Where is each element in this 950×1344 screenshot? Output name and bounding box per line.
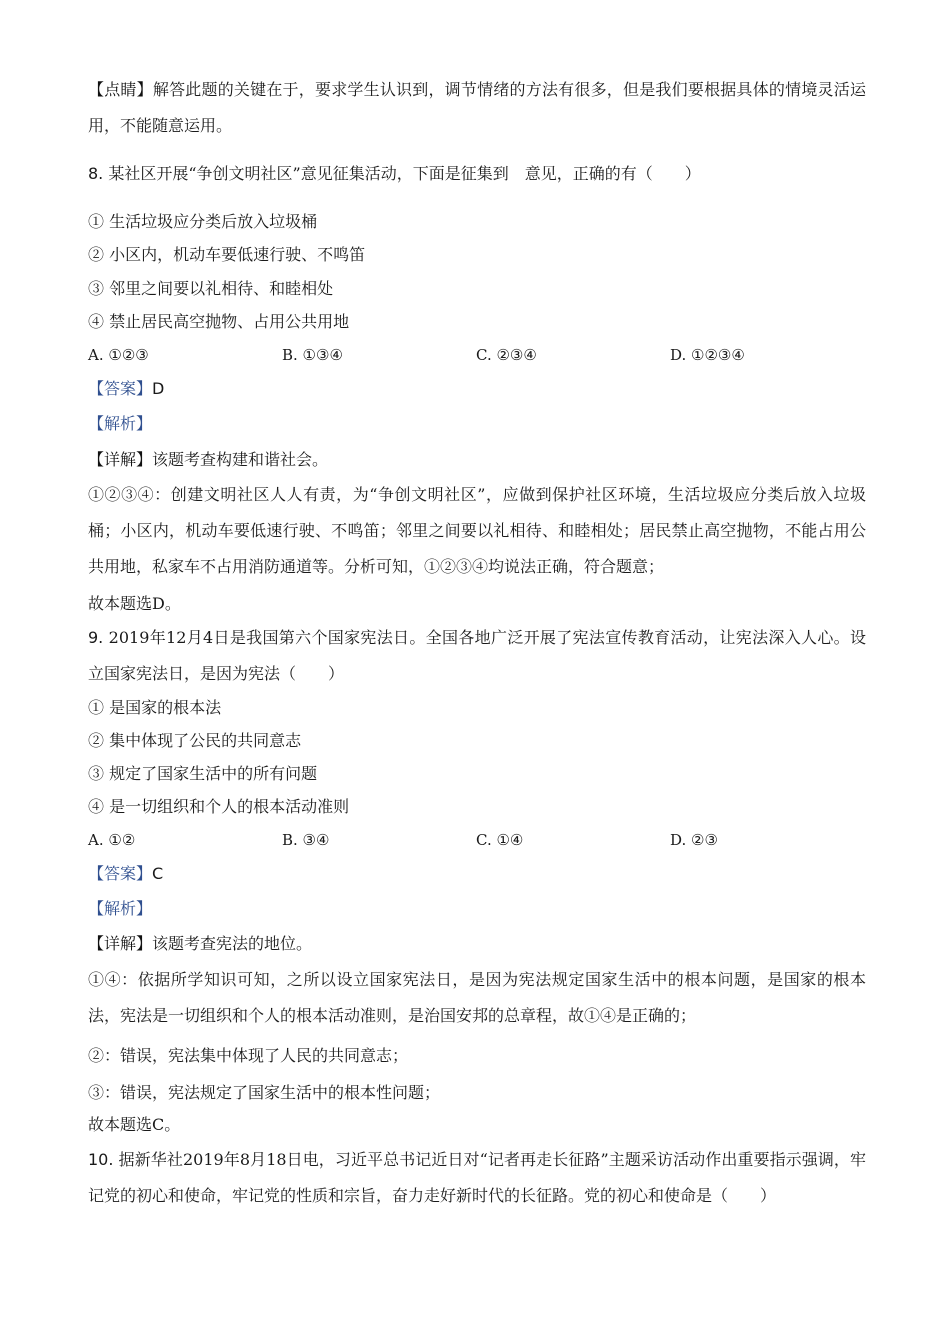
q9-explanation-3: ③：错误，宪法规定了国家生活中的根本性问题； <box>88 1083 441 1102</box>
q8-item-3: ③ 邻里之间要以礼相待、和睦相处 <box>88 279 334 298</box>
q9-number: 9. <box>88 628 104 647</box>
q9-stem-text: 2019年12月4日是我国第六个国家宪法日。全国各地广泛开展了宪法宣传教育活动，让宪法深入人心。设立国家宪法日，是因为宪法（ ） <box>88 628 866 683</box>
q9-item-1: ① 是国家的根本法 <box>88 698 222 717</box>
dianjing-paragraph <box>88 72 866 144</box>
q9-option-c: C. ①④ <box>476 831 524 849</box>
q10-stem <box>88 1142 866 1214</box>
q9-item-2: ② 集中体现了公民的共同意志 <box>88 731 302 750</box>
q9-stem <box>88 620 866 692</box>
q9-item-4: ④ 是一切组织和个人的根本活动准则 <box>88 797 350 816</box>
q9-explanation-2: ②：错误，宪法集中体现了人民的共同意志； <box>88 1046 409 1065</box>
q8-detail-label: 【详解】 <box>88 450 153 469</box>
q8-analysis-label: 【解析】 <box>88 414 153 433</box>
q8-options <box>88 344 868 366</box>
q8-detail <box>88 449 328 471</box>
q9-answer <box>88 863 163 885</box>
q9-options <box>88 829 868 851</box>
q10-number: 10. <box>88 1150 114 1169</box>
q8-option-d: D. ①②③④ <box>670 346 745 364</box>
q9-explanation-1: ①④：依据所学知识可知，之所以设立国家宪法日，是因为宪法规定国家生活中的根本问题，是国家的根本法，宪法是一切组织和个人的根本活动准则，是治国安邦的总章程，故①④是正确的； <box>88 970 866 1025</box>
q9-detail-label: 【详解】 <box>88 934 153 953</box>
q8-item-2: ② 小区内，机动车要低速行驶、不鸣笛 <box>88 245 366 264</box>
q8-stem-text: 某社区开展“争创文明社区”意见征集活动，下面是征集到 意见，正确的有（ ） <box>108 164 701 183</box>
q8-answer <box>88 378 164 400</box>
q9-analysis-label: 【解析】 <box>88 899 153 918</box>
q8-answer-value: D <box>152 379 165 398</box>
q9-detail-intro: 该题考查宪法的地位。 <box>152 934 313 953</box>
q10-stem-text: 据新华社2019年8月18日电，习近平总书记近日对“记者再走长征路”主题采访活动作出重要指示强调，牢记党的初心和使命，牢记党的性质和宗旨，奋力走好新时代的长征路。党的初心和使命是（ ） <box>88 1150 866 1205</box>
q9-option-a: A. ①② <box>88 831 136 849</box>
q8-option-b: B. ①③④ <box>282 346 343 364</box>
q8-item-1: ① 生活垃圾应分类后放入垃圾桶 <box>88 212 318 231</box>
q9-answer-label: 【答案】 <box>88 864 153 883</box>
q8-option-c: C. ②③④ <box>476 346 537 364</box>
dianjing-label: 【点睛】 <box>88 80 153 99</box>
q8-number: 8. <box>88 164 104 183</box>
q8-explanation: ①②③④：创建文明社区人人有责，为“争创文明社区”，应做到保护社区环境，生活垃圾应分类后放入垃圾桶；小区内，机动车要低速行驶、不鸣笛；邻里之间要以礼相待、和睦相处；居民禁止高空抛物，不能占用公共用地，私家车不占用消防通道等。分析可知，①②③④均说法正确，符合题意； <box>88 485 866 576</box>
q8-option-a: A. ①②③ <box>88 346 149 364</box>
q9-conclusion: 故本题选C。 <box>88 1115 181 1134</box>
q8-answer-label: 【答案】 <box>88 379 153 398</box>
dianjing-text: 解答此题的关键在于，要求学生认识到，调节情绪的方法有很多，但是我们要根据具体的情境灵活运用，不能随意运用。 <box>88 80 866 135</box>
q8-item-4: ④ 禁止居民高空抛物、占用公共用地 <box>88 312 350 331</box>
q9-option-b: B. ③④ <box>282 831 330 849</box>
q9-option-d: D. ②③ <box>670 831 718 849</box>
q8-stem <box>88 163 701 185</box>
q9-item-3: ③ 规定了国家生活中的所有问题 <box>88 764 318 783</box>
q8-detail-intro: 该题考查构建和谐社会。 <box>152 450 329 469</box>
q9-detail <box>88 933 312 955</box>
q9-answer-value: C <box>152 864 164 883</box>
q8-conclusion: 故本题选D。 <box>88 594 181 613</box>
